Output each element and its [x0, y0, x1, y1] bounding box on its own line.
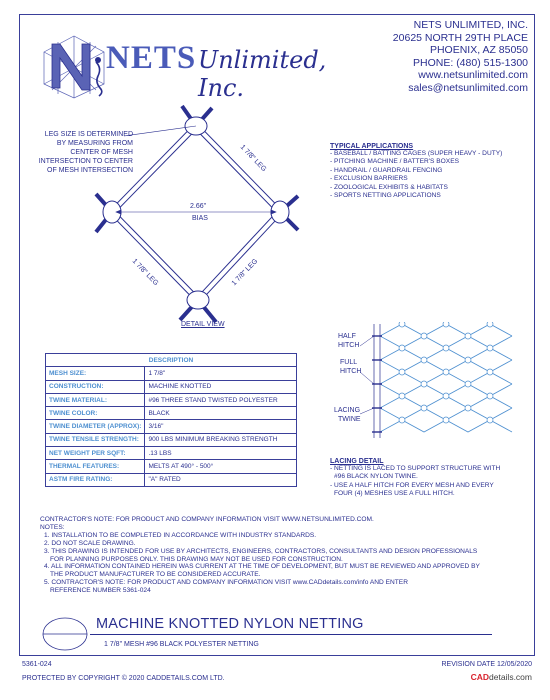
application-item: - HANDRAIL / GUARDRAIL FENCING: [330, 166, 443, 174]
table-row: NET WEIGHT PER SQFT: .13 LBS: [46, 447, 297, 460]
table-row: CONSTRUCTION: MACHINE KNOTTED: [46, 380, 297, 393]
leg-label-top-right: 1 7/8" LEG: [238, 143, 268, 174]
company-email[interactable]: sales@netsunlimited.com: [408, 81, 528, 94]
company-name: NETS UNLIMITED, INC.: [413, 19, 528, 31]
lacing-twine-text: TWINE: [338, 416, 361, 423]
table-row: ASTM FIRE RATING: "A" RATED: [46, 473, 297, 486]
note-item: 3. THIS DRAWING IS INTENDED FOR USE BY ARCHITECTS, ENGINEERS, CONTRACTORS, CONSULTANTS AND DESIGN PROFESSIONALS: [44, 547, 478, 555]
leg-note-line: OF MESH INTERSECTION: [47, 167, 133, 174]
application-item: - SPORTS NETTING APPLICATIONS: [330, 192, 441, 200]
detail-view-label: DETAIL VIEW: [181, 321, 225, 328]
half-hitch-text: HALF: [338, 333, 356, 340]
application-item: - ZOOLOGICAL EXHIBITS & HABITATS: [330, 183, 448, 191]
lacing-item: FOUR (4) MESHES USE A FULL HITCH.: [334, 490, 455, 498]
lacing-title: LACING DETAIL: [330, 458, 384, 465]
company-info: [318, 19, 528, 94]
description-table: [45, 353, 297, 487]
leg-label-bottom-right: 1 7/8" LEG: [230, 257, 260, 288]
drawing-subtitle: 1 7/8" MESH #96 BLACK POLYESTER NETTING: [104, 641, 259, 648]
note-item: FOR PLANNING PURPOSES ONLY. THIS DRAWING MAY NOT BE USED FOR CONSTRUCTION.: [50, 555, 343, 563]
note-item: 2. DO NOT SCALE DRAWING.: [44, 539, 136, 547]
full-hitch-text: FULL: [340, 359, 358, 366]
lacing-detail-notes: [330, 458, 530, 499]
company-city: PHOENIX, AZ 85050: [429, 44, 528, 56]
full-hitch-text: HITCH: [340, 368, 362, 375]
bias-value: 2.66": [190, 203, 207, 210]
table-row: TWINE COLOR: BLACK: [46, 407, 297, 420]
note-item: REFERENCE NUMBER 5361-024: [50, 587, 151, 595]
drawing-title: MACHINE KNOTTED NYLON NETTING: [96, 616, 364, 632]
title-block-circle-icon: [40, 616, 90, 652]
company-address: 20625 NORTH 29TH PLACE: [392, 31, 528, 44]
full-hitch-label: [340, 358, 361, 376]
leg-note-line: BY MEASURING FROM: [56, 140, 133, 147]
general-notes: [40, 516, 510, 595]
note-item: THE PRODUCT MANUFACTURER TO BE CONSIDERED ACCURATE.: [50, 571, 261, 579]
brand-suffix: details.com: [489, 672, 532, 682]
lacing-twine-label: [334, 406, 361, 424]
lacing-mesh: [380, 324, 512, 432]
contractor-note-top: CONTRACTOR'S NOTE: FOR PRODUCT AND COMPANY INFORMATION VISIT WWW.NETSUNLIMITED.COM.: [40, 516, 374, 523]
notes-heading: NOTES:: [40, 523, 65, 531]
table-row: THERMAL FEATURES: MELTS AT 490° - 500°: [46, 460, 297, 473]
leg-note-line: CENTER OF MESH: [70, 149, 133, 156]
table-row: TWINE DIAMETER (APPROX): 3/16": [46, 420, 297, 433]
company-logo: [38, 32, 338, 102]
lacing-item: - NETTING IS LACED TO SUPPORT STRUCTURE WITH: [330, 465, 501, 472]
table-row: MESH SIZE: 1 7/8": [46, 367, 297, 380]
lacing-detail-drawing: [360, 322, 520, 440]
leg-note: [33, 130, 133, 175]
table-row: TWINE MATERIAL: #96 THREE STAND TWISTED POLYESTER: [46, 393, 297, 406]
logo-mark-icon: [38, 32, 110, 100]
note-item: 5. CONTRACTOR'S NOTE: FOR PRODUCT AND COMPANY INFORMATION VISIT www.CADdetails.com/info AND ENTER: [44, 579, 408, 587]
brand-prefix: CAD: [470, 672, 489, 682]
company-phone: PHONE: (480) 515-1300: [413, 56, 528, 69]
application-item: - BASEBALL / BATTING CAGES (SUPER HEAVY - DUTY): [330, 150, 503, 157]
table-row: TWINE TENSILE STRENGTH: 900 LBS MINIMUM BREAKING STRENGTH: [46, 433, 297, 446]
company-website[interactable]: www.netsunlimited.com: [418, 69, 528, 81]
leg-note-line: LEG SIZE IS DETERMINED: [44, 131, 133, 138]
applications-title: TYPICAL APPLICATIONS: [330, 143, 414, 150]
half-hitch-label: [338, 332, 359, 350]
lacing-twine-text: LACING: [334, 407, 361, 414]
application-item: - PITCHING MACHINE / BATTER'S BOXES: [330, 158, 459, 166]
leg-note-line: INTERSECTION TO CENTER: [38, 158, 133, 165]
leg-label-bottom-left: 1 7/8" LEG: [130, 257, 160, 288]
typical-applications: [330, 143, 530, 200]
description-header: DESCRIPTION: [46, 354, 297, 367]
logo-script-text: Unlimited, Inc.: [198, 46, 327, 102]
title-rule: [90, 634, 492, 635]
logo-nets-text: NETS: [106, 40, 197, 76]
lacing-item: - USE A HALF HITCH FOR EVERY MESH AND EVERY: [330, 481, 494, 489]
half-hitch-text: HITCH: [338, 342, 360, 349]
note-item: 1. INSTALLATION TO BE COMPLETED IN ACCORDANCE WITH INDUSTRY STANDARDS.: [44, 531, 317, 539]
note-item: 4. ALL INFORMATION CONTAINED HEREIN WAS CURRENT AT THE TIME OF DEVELOPMENT, BUT MUST BE REVIEWED AND APPROVED BY: [44, 563, 480, 571]
caddetails-brand[interactable]: [471, 672, 532, 682]
copyright-text: PROTECTED BY COPYRIGHT © 2020 CADDETAILS.COM LTD.: [22, 675, 225, 682]
revision-date: REVISION DATE 12/05/2020: [441, 661, 532, 668]
application-item: - EXCLUSION BARRIERS: [330, 175, 408, 183]
lacing-item: #96 BLACK NYLON TWINE.: [334, 473, 418, 481]
reference-number: 5361-024: [22, 661, 52, 668]
bias-label: BIAS: [192, 215, 208, 222]
